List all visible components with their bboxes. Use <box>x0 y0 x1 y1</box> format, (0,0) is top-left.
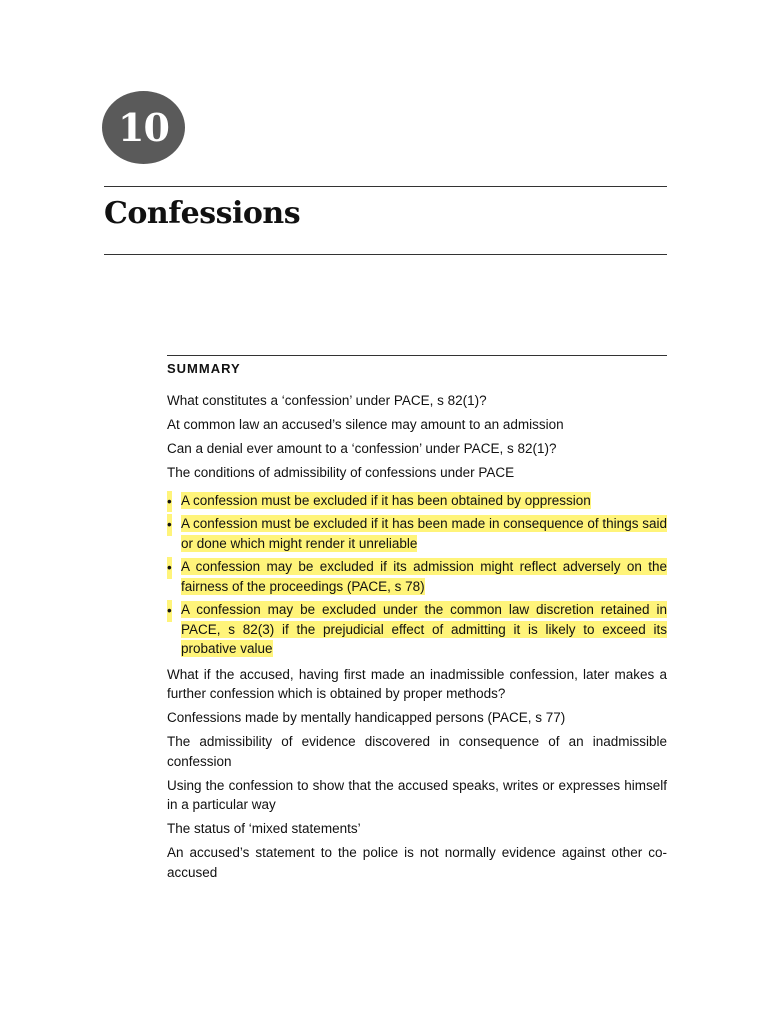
bullet-item <box>167 600 667 659</box>
bullet-item <box>167 491 667 511</box>
chapter-title: Confessions <box>104 196 301 231</box>
title-rule-bottom <box>104 254 667 255</box>
bullet-dot: • <box>167 514 172 536</box>
summary-item: The status of ‘mixed statements’ <box>167 821 361 836</box>
summary-item: Using the confession to show that the accused speaks, writes or expresses himself in a particular way <box>167 777 667 812</box>
bullet-dot: • <box>167 557 172 579</box>
summary-item: At common law an accused’s silence may amount to an admission <box>167 417 564 432</box>
chapter-number-badge <box>102 91 185 164</box>
bullet-text: A confession may be excluded under the common law discretion retained in PACE, s 82(3) if the prejudicial effect of admitting it is likely to exceed its probative value <box>181 602 667 656</box>
summary-body <box>167 391 667 887</box>
summary-rule <box>167 355 667 356</box>
bullet-item <box>167 557 667 596</box>
highlighted-bullet-list <box>167 491 667 659</box>
summary-item: Can a denial ever amount to a ‘confession’ under PACE, s 82(1)? <box>167 441 557 456</box>
summary-item: An accused’s statement to the police is not normally evidence against other co-accused <box>167 845 667 880</box>
summary-item: What if the accused, having first made an inadmissible confession, later makes a further confession which is obtained by proper methods? <box>167 666 667 701</box>
title-rule-top <box>104 186 667 187</box>
summary-heading: SUMMARY <box>167 361 241 376</box>
bullet-text: A confession may be excluded if its admission might reflect adversely on the fairness of the proceedings (PACE, s 78) <box>181 559 667 594</box>
summary-item: The admissibility of evidence discovered in consequence of an inadmissible confession <box>167 734 667 769</box>
bullet-dot: • <box>167 600 172 622</box>
bullet-text: A confession must be excluded if it has been made in consequence of things said or done which might render it unreliable <box>181 516 667 551</box>
summary-item: The conditions of admissibility of confessions under PACE <box>167 465 515 480</box>
bullet-item <box>167 514 667 553</box>
chapter-number: 10 <box>118 105 169 150</box>
summary-item: What constitutes a ‘confession’ under PACE, s 82(1)? <box>167 393 487 408</box>
bullet-text: A confession must be excluded if it has been obtained by oppression <box>181 492 591 508</box>
bullet-dot: • <box>167 491 172 513</box>
summary-item: Confessions made by mentally handicapped persons (PACE, s 77) <box>167 710 566 725</box>
